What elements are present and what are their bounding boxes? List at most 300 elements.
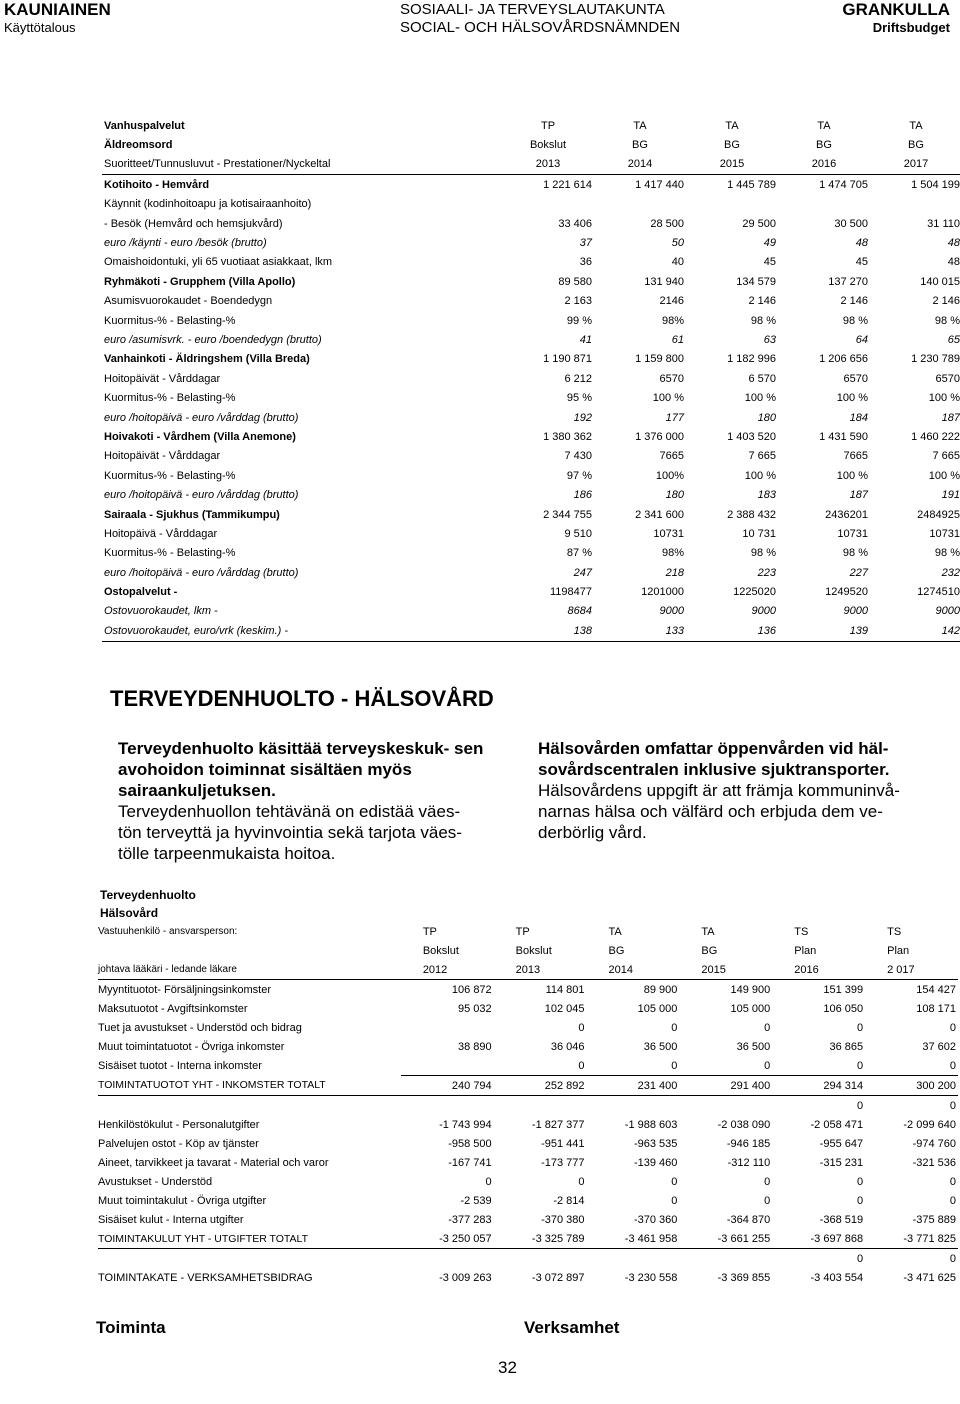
row-label: TOIMINTATUOTOT YHT - INKOMSTER TOTALT <box>98 1076 401 1096</box>
row-value: 40 <box>671 256 684 269</box>
header-row <box>102 155 960 175</box>
row-value: 149 900 <box>730 983 771 996</box>
row-value: 45 <box>855 256 868 269</box>
header-cell: TS <box>887 925 902 938</box>
row-value: 247 <box>573 566 592 579</box>
header-cell: Plan <box>887 944 910 957</box>
section-label-sv: Verksamhet <box>524 1318 620 1337</box>
table-row <box>102 563 960 582</box>
row-value: 48 <box>855 237 868 250</box>
table-row <box>102 582 960 601</box>
row-value: 186 <box>573 489 592 502</box>
row-value: 187 <box>849 489 868 502</box>
row-value: 2 146 <box>932 295 960 308</box>
row-value: 100 % <box>836 469 868 482</box>
table-row <box>102 524 960 543</box>
row-value <box>494 1096 587 1116</box>
header-row <box>102 116 960 135</box>
header-cell: 2013 <box>494 960 587 980</box>
header-cell: 2015 <box>679 960 772 980</box>
table-row <box>102 505 960 524</box>
row-value: 134 579 <box>736 275 776 288</box>
table-row <box>102 214 960 233</box>
row-value: -1 988 603 <box>624 1118 678 1131</box>
row-value: 0 <box>671 1021 678 1034</box>
row-value: 105 000 <box>637 1002 678 1015</box>
row-label: Hoivakoti - Vårdhem (Villa Anemone) <box>104 430 296 443</box>
row-value: 89 900 <box>643 983 678 996</box>
header-cell: TP <box>515 925 530 938</box>
health-care-table <box>98 922 958 1287</box>
row-value: 106 050 <box>823 1002 864 1015</box>
row-value <box>778 195 870 214</box>
row-value: 231 400 <box>587 1076 680 1096</box>
header-center-subtitle: SOCIAL- OCH HÄLSOVÅRDSNÄMNDEN <box>400 19 681 36</box>
table-row <box>102 253 960 272</box>
row-value: 10731 <box>653 527 684 540</box>
table-row <box>98 1096 958 1116</box>
row-value: -364 870 <box>726 1213 771 1226</box>
row-value: 0 <box>949 1059 956 1072</box>
row-value: 98% <box>661 547 684 560</box>
table-row <box>102 466 960 485</box>
row-label: Kuormitus-% - Belasting-% <box>104 314 236 327</box>
row-value: 100 % <box>744 469 776 482</box>
intro-finnish-body: Terveydenhuollon tehtävänä on edistää väes- tön terveyttä ja hyvinvointia sekä tarjota väes- tölle tarpeenmukaista hoitoa. <box>118 802 462 863</box>
intro-swedish-body: Hälsovårdens uppgift är att främja kommuninvå- narnas hälsa och välfärd och erbjuda dem ve- derbörlig vård. <box>538 781 900 842</box>
header-row <box>98 941 958 960</box>
header-row <box>102 135 960 154</box>
row-value: -3 697 868 <box>772 1229 865 1249</box>
row-value: 300 200 <box>865 1076 958 1096</box>
row-value: 1198477 <box>549 586 592 599</box>
row-value: 6570 <box>659 372 684 385</box>
row-value: 1 417 440 <box>635 178 684 191</box>
header-cell: 2016 <box>772 960 865 980</box>
row-value: 0 <box>949 1175 956 1188</box>
row-label: Ryhmäkoti - Grupphem (Villa Apollo) <box>104 275 296 288</box>
row-value: 138 <box>502 621 594 641</box>
row-value <box>502 195 594 214</box>
elderly-services-table <box>102 116 960 642</box>
row-value: 108 171 <box>916 1002 956 1015</box>
table-row <box>98 999 958 1018</box>
table-row <box>102 272 960 291</box>
row-value: 98 % <box>934 547 960 560</box>
row-value: 6 212 <box>564 372 592 385</box>
row-value: -3 325 789 <box>494 1229 587 1249</box>
row-label: Muut toimintatuotot - Övriga inkomster <box>98 1040 285 1053</box>
row-value: 0 <box>671 1175 678 1188</box>
row-label: Henkilöstökulut - Personalutgifter <box>98 1118 260 1131</box>
row-label: euro /hoitopäivä - euro /vårddag (brutto) <box>104 411 299 424</box>
row-value: 2 344 755 <box>543 508 592 521</box>
row-value: 252 892 <box>494 1076 587 1096</box>
row-value: 183 <box>757 489 776 502</box>
row-value: -3 471 625 <box>903 1271 956 1284</box>
row-label: Asumisvuorokaudet - Boendedygn <box>104 295 273 308</box>
row-value: 100 % <box>928 392 960 405</box>
row-value: 100 % <box>836 392 868 405</box>
row-value: 0 <box>949 1021 956 1034</box>
header-row <box>98 922 958 941</box>
row-value: 29 500 <box>742 217 776 230</box>
row-value: 9000 <box>751 605 776 618</box>
row-value: 50 <box>671 237 684 250</box>
row-value: 291 400 <box>679 1076 772 1096</box>
row-value: 49 <box>763 237 776 250</box>
row-value: 137 270 <box>828 275 868 288</box>
row-value: 1 221 614 <box>543 178 592 191</box>
header-cell: TS <box>794 925 809 938</box>
header-cell: 2015 <box>686 155 778 175</box>
header-cell: 2014 <box>594 155 686 175</box>
header-cell: BG <box>608 944 625 957</box>
row-value: -370 380 <box>541 1213 585 1226</box>
row-value: 1 206 656 <box>819 353 868 366</box>
header-label: johtava lääkäri - ledande läkare <box>98 960 401 980</box>
row-value: 7 665 <box>748 450 776 463</box>
table-row <box>102 427 960 446</box>
header-cell: TA <box>701 925 715 938</box>
row-value: 30 500 <box>834 217 868 230</box>
row-value: 9 510 <box>564 527 592 540</box>
row-value <box>594 195 686 214</box>
row-value: 100 % <box>928 469 960 482</box>
row-value: 9000 <box>935 605 960 618</box>
row-value: -375 889 <box>912 1213 956 1226</box>
row-value: -951 441 <box>541 1137 585 1150</box>
row-label: Maksutuotot - Avgiftsinkomster <box>98 1002 248 1015</box>
row-value: -3 072 897 <box>531 1271 585 1284</box>
row-value: 95 032 <box>458 1002 492 1015</box>
row-value: 2 163 <box>564 295 592 308</box>
table-row <box>102 447 960 466</box>
table-row <box>102 330 960 349</box>
row-value: 1274510 <box>917 586 960 599</box>
table-row <box>98 1249 958 1269</box>
header-cell: TA <box>909 119 923 132</box>
row-value: 87 % <box>566 547 592 560</box>
table-row <box>98 1229 958 1249</box>
row-value <box>679 1096 772 1116</box>
row-value: 0 <box>764 1021 771 1034</box>
row-value: 1 159 800 <box>635 353 684 366</box>
row-value: 48 <box>947 237 960 250</box>
row-value: 223 <box>757 566 776 579</box>
header-row <box>98 960 958 980</box>
row-label: Hoitopäivät - Vårddagar <box>104 450 221 463</box>
row-value: 105 000 <box>730 1002 771 1015</box>
table-row <box>98 1037 958 1056</box>
health-care-title-sv: Hälsovård <box>100 906 159 920</box>
row-value: 1 445 789 <box>727 178 776 191</box>
row-value: 192 <box>573 411 592 424</box>
row-value: 102 045 <box>544 1002 585 1015</box>
row-label: Hoitopäivä - Vårddagar <box>104 527 218 540</box>
row-value: 9000 <box>659 605 684 618</box>
row-value: 41 <box>579 333 592 346</box>
row-value: 48 <box>947 256 960 269</box>
row-value: 6570 <box>935 372 960 385</box>
row-value: 10731 <box>929 527 960 540</box>
row-value: 7 430 <box>564 450 592 463</box>
row-value: 1 504 199 <box>911 178 960 191</box>
row-value: 2484925 <box>917 508 960 521</box>
row-value <box>686 195 778 214</box>
row-value: 36 500 <box>736 1040 771 1053</box>
row-value: -2 099 640 <box>903 1118 956 1131</box>
row-value <box>494 1249 587 1269</box>
row-value <box>587 1096 680 1116</box>
header-cell: 2 017 <box>865 960 958 980</box>
table-row <box>98 1076 958 1096</box>
row-value: 0 <box>485 1175 492 1188</box>
header-cell: BG <box>632 139 648 152</box>
table-row <box>102 544 960 563</box>
row-value: -3 250 057 <box>401 1229 494 1249</box>
row-value: 98% <box>661 314 684 327</box>
header-cell: Plan <box>794 944 817 957</box>
table-row <box>102 175 960 195</box>
header-cell: TP <box>540 119 556 132</box>
row-label: Vanhainkoti - Äldringshem (Villa Breda) <box>104 353 310 366</box>
row-value: 0 <box>578 1175 585 1188</box>
row-value: 7665 <box>659 450 684 463</box>
row-value: 100% <box>655 469 684 482</box>
row-value <box>679 1249 772 1269</box>
header-cell: 2013 <box>502 155 594 175</box>
row-label: Muut toimintakulut - Övriga utgifter <box>98 1194 267 1207</box>
header-cell: 2014 <box>587 960 680 980</box>
row-value: -963 535 <box>633 1137 678 1150</box>
row-value: 1 403 520 <box>727 430 776 443</box>
row-value <box>870 195 960 214</box>
row-value: 0 <box>856 1252 864 1265</box>
row-value: 1 182 996 <box>727 353 776 366</box>
row-value: -3 461 958 <box>587 1229 680 1249</box>
table-row <box>98 1018 958 1037</box>
row-label: Ostovuorokaudet, lkm - <box>104 605 218 618</box>
table-row <box>98 1191 958 1210</box>
table-row <box>102 388 960 407</box>
table-row <box>102 233 960 252</box>
row-value: 98 % <box>934 314 960 327</box>
row-value: 2436201 <box>825 508 868 521</box>
row-value: -139 460 <box>633 1156 678 1169</box>
header-cell: Bokslut <box>515 944 552 957</box>
row-label: Tuet ja avustukset - Understöd och bidrag <box>98 1021 302 1034</box>
row-value: 36 <box>579 256 592 269</box>
row-value: 89 580 <box>558 275 592 288</box>
row-value: 114 801 <box>545 983 585 996</box>
table-row <box>102 408 960 427</box>
row-label: Sairaala - Sjukhus (Tammikumpu) <box>104 508 280 521</box>
row-value: 100 % <box>744 392 776 405</box>
row-value: 1 474 705 <box>819 178 868 191</box>
row-value: 1 376 000 <box>635 430 684 443</box>
row-value: 1 380 362 <box>543 430 592 443</box>
header-label <box>98 941 401 960</box>
row-value: 95 % <box>566 392 592 405</box>
row-value: 0 <box>949 1252 956 1265</box>
row-value: -173 777 <box>541 1156 585 1169</box>
row-value: 2 388 432 <box>727 508 776 521</box>
header-cell: TA <box>725 119 739 132</box>
intro-finnish <box>118 738 488 864</box>
table-row <box>102 350 960 369</box>
row-value <box>401 1056 494 1076</box>
row-label: Kuormitus-% - Belasting-% <box>104 469 236 482</box>
table-row <box>98 1210 958 1229</box>
table-row <box>98 1172 958 1191</box>
header-cell: BG <box>724 139 740 152</box>
table-row <box>102 602 960 621</box>
row-label: Omaishoidontuki, yli 65 vuotiaat asiakkaat, lkm <box>104 256 333 269</box>
row-value: 36 865 <box>829 1040 864 1053</box>
row-value: -167 741 <box>448 1156 492 1169</box>
row-label: Hoitopäivät - Vårddagar <box>104 372 221 385</box>
row-value: 0 <box>764 1059 771 1072</box>
header-cell: 2017 <box>870 155 960 175</box>
row-value: 180 <box>665 489 684 502</box>
row-value: 33 406 <box>558 217 592 230</box>
header-cell: BG <box>816 139 832 152</box>
row-value: -2 038 090 <box>717 1118 771 1131</box>
row-value: 0 <box>856 1059 864 1072</box>
row-value: 63 <box>763 333 776 346</box>
row-label: Sisäiset tuotot - Interna inkomster <box>98 1059 262 1072</box>
row-value: 97 % <box>566 469 592 482</box>
header-label: Äldreomsord <box>104 139 173 152</box>
intro-swedish <box>538 738 908 843</box>
row-value: 0 <box>764 1194 771 1207</box>
table-row <box>98 1115 958 1134</box>
row-value <box>401 1096 494 1116</box>
row-value: -3 369 855 <box>717 1271 771 1284</box>
row-value: -2 814 <box>553 1194 585 1207</box>
row-value: 218 <box>665 566 684 579</box>
row-label: euro /käynti - euro /besök (brutto) <box>104 237 267 250</box>
header-left-subtitle: Käyttötalous <box>4 20 76 35</box>
row-value: 7665 <box>843 450 868 463</box>
row-value <box>401 1249 494 1269</box>
row-value: 61 <box>671 333 684 346</box>
row-value: 0 <box>764 1175 771 1188</box>
row-value: 142 <box>870 621 960 641</box>
row-value: 0 <box>578 1021 585 1034</box>
page-number: 32 <box>498 1358 517 1377</box>
row-value: 31 110 <box>927 217 960 230</box>
row-value: -955 647 <box>819 1137 864 1150</box>
row-label: TOIMINTAKATE - VERKSAMHETSBIDRAG <box>98 1271 313 1284</box>
header-cell: 2012 <box>401 960 494 980</box>
row-value <box>401 1018 494 1037</box>
row-value: 240 794 <box>401 1076 494 1096</box>
row-label: Ostopalvelut - <box>104 586 178 599</box>
row-value: 65 <box>947 333 960 346</box>
row-value: -377 283 <box>448 1213 492 1226</box>
table-row <box>98 980 958 1000</box>
table-row <box>98 1153 958 1172</box>
row-label: Kuormitus-% - Belasting-% <box>104 547 236 560</box>
header-right-title: GRANKULLA <box>842 0 950 19</box>
section-title: TERVEYDENHUOLTO - HÄLSOVÅRD <box>110 686 494 711</box>
header-cell: TP <box>422 925 437 938</box>
row-value: 0 <box>671 1059 678 1072</box>
row-label <box>98 1249 401 1269</box>
table-row <box>102 292 960 311</box>
row-value: -2 058 471 <box>810 1118 864 1131</box>
intro-finnish-lead: Terveydenhuolto käsittää terveyskeskuk- sen avohoidon toiminnat sisältäen myös sairaankuljetuksen. <box>118 739 484 800</box>
table-row <box>98 1268 958 1287</box>
table-row <box>102 311 960 330</box>
row-value: 9000 <box>843 605 868 618</box>
row-value: 2 341 600 <box>635 508 684 521</box>
row-value: 136 <box>686 621 778 641</box>
row-label: - Besök (Hemvård och hemsjukvård) <box>104 217 283 230</box>
row-value: 0 <box>949 1194 956 1207</box>
header-label: Suoritteet/Tunnusluvut - Prestationer/Nyckeltal <box>102 155 502 175</box>
intro-swedish-lead: Hälsovården omfattar öppenvården vid häl- sovårdscentralen inklusive sjuktransporter. <box>538 739 890 779</box>
row-value: 0 <box>578 1059 585 1072</box>
row-label <box>98 1096 401 1116</box>
row-value: -3 403 554 <box>810 1271 864 1284</box>
row-value: 45 <box>763 256 776 269</box>
row-value: -974 760 <box>912 1137 956 1150</box>
table-row <box>102 485 960 504</box>
row-value: 0 <box>671 1194 678 1207</box>
header-cell: 2016 <box>778 155 870 175</box>
row-value: 227 <box>849 566 868 579</box>
row-value: 191 <box>941 489 960 502</box>
row-value: 0 <box>856 1194 864 1207</box>
row-value: 2146 <box>659 295 684 308</box>
row-value: 1249520 <box>825 586 868 599</box>
row-value: 151 399 <box>823 983 864 996</box>
row-value: 106 872 <box>451 983 492 996</box>
header-left-title: KAUNIAINEN <box>4 0 111 19</box>
header-label: Vanhuspalvelut <box>104 119 185 132</box>
row-value: 0 <box>949 1099 956 1112</box>
row-value: 1201000 <box>641 586 684 599</box>
row-value: 37 602 <box>922 1040 956 1053</box>
row-label: Myyntituotot- Försäljningsinkomster <box>98 983 272 996</box>
row-label: euro /hoitopäivä - euro /vårddag (brutto) <box>104 489 299 502</box>
header-cell: TA <box>608 925 622 938</box>
header-cell: TA <box>633 119 647 132</box>
row-value: 36 046 <box>550 1040 585 1053</box>
row-value: -370 360 <box>633 1213 678 1226</box>
header-right-subtitle: Driftsbudget <box>872 20 950 35</box>
row-value: 36 500 <box>643 1040 678 1053</box>
row-value: 1225020 <box>733 586 776 599</box>
row-value: -3 661 255 <box>679 1229 772 1249</box>
row-value: 184 <box>849 411 868 424</box>
row-label: Palvelujen ostot - Köp av tjänster <box>98 1137 259 1150</box>
row-value: 1 460 222 <box>911 430 960 443</box>
row-value: -958 500 <box>448 1137 492 1150</box>
table-row <box>102 195 960 214</box>
row-value: -3 771 825 <box>865 1229 958 1249</box>
row-value: 294 314 <box>772 1076 865 1096</box>
row-value: 10731 <box>837 527 868 540</box>
row-value <box>587 1249 680 1269</box>
header-label: Vastuuhenkilö - ansvarsperson: <box>98 926 238 937</box>
row-value: 0 <box>856 1099 864 1112</box>
row-value: 6570 <box>843 372 868 385</box>
row-value: 6 570 <box>748 372 776 385</box>
